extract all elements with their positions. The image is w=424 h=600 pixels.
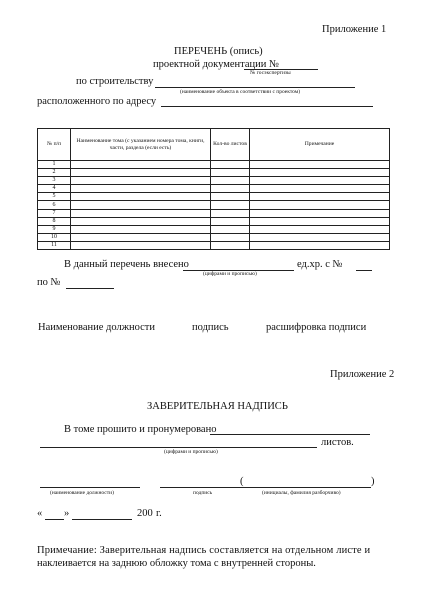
initials-line: [245, 487, 371, 488]
table-row: [38, 225, 390, 233]
row-number: 11: [38, 241, 71, 249]
date-year: 200: [137, 508, 153, 519]
entered-unit: ед.хр. с №: [297, 259, 343, 270]
sign-caption: подпись: [193, 490, 213, 496]
initials-caption: (инициалы, фамилия разборчиво): [262, 490, 341, 496]
table-header-row: [38, 129, 390, 161]
entered-text: В данный перечень внесено: [64, 259, 189, 270]
table-row: [38, 233, 390, 241]
table-row: [38, 217, 390, 225]
date-month-line: [72, 519, 132, 520]
stitched-line-1: [210, 434, 370, 435]
construction-line: [155, 87, 355, 88]
stitched-line-2: [40, 447, 317, 448]
construction-caption: (наименование объекта в соответствии с проектом): [180, 89, 301, 95]
position-line: [40, 487, 140, 488]
count-caption: (цифрами и прописью): [164, 449, 218, 455]
appendix1-label: Приложение 1: [322, 24, 387, 35]
header-num: № п/п: [38, 129, 71, 161]
header-qty: Кол-во листов: [211, 129, 250, 161]
sign-line: [160, 487, 248, 488]
address-line: [161, 106, 373, 107]
row-number: 2: [38, 169, 71, 177]
to-number-line: [66, 288, 114, 289]
initials-close-paren: ): [371, 476, 375, 487]
note-line-2: наклеивается на заднюю обложку тома с внутренней стороны.: [37, 558, 316, 569]
row-number: 3: [38, 177, 71, 185]
row-number: 9: [38, 225, 71, 233]
date-year-suffix: г.: [156, 508, 162, 519]
sheets-label: листов.: [321, 437, 354, 448]
date-day-line: [45, 519, 64, 520]
signature-position: Наименование должности: [38, 322, 155, 333]
entered-caption: (цифрами и прописью): [203, 271, 257, 277]
table-row: [38, 193, 390, 201]
appendix1-title: ПЕРЕЧЕНЬ (опись): [174, 46, 263, 57]
table-row: [38, 209, 390, 217]
row-number: 6: [38, 201, 71, 209]
appendix1-subtitle: проектной документации №: [153, 59, 280, 70]
table-row: [38, 185, 390, 193]
row-number: 7: [38, 209, 71, 217]
appendix2-title: ЗАВЕРИТЕЛЬНАЯ НАДПИСЬ: [147, 401, 288, 412]
table-row: [38, 161, 390, 169]
row-number: 4: [38, 185, 71, 193]
table-row: [38, 177, 390, 185]
row-number: 10: [38, 233, 71, 241]
to-label: по №: [37, 277, 61, 288]
construction-label: по строительству: [76, 76, 154, 87]
table-row: [38, 241, 390, 249]
header-name: Наименование тома (с указанием номера тома, книги, части, раздела (если есть): [71, 129, 211, 161]
signature-decoding: расшифровка подписи: [266, 322, 367, 333]
appendix2-label: Приложение 2: [330, 369, 395, 380]
note-line-1: Примечание: Заверительная надпись составляется на отдельном листе и: [37, 545, 371, 556]
date-open-quote: «: [37, 508, 43, 519]
table-row: [38, 201, 390, 209]
signature-sign: подпись: [192, 322, 229, 333]
entered-from-line: [356, 270, 372, 271]
position-caption: (наименование должности): [50, 490, 114, 496]
initials-open-paren: (: [240, 476, 244, 487]
stitched-text: В томе прошито и пронумеровано: [64, 424, 217, 435]
row-number: 1: [38, 161, 71, 169]
row-number: 5: [38, 193, 71, 201]
doc-number-caption: № госэкспертизы: [250, 70, 291, 76]
inventory-table: [37, 128, 390, 250]
header-note: Примечание: [250, 129, 390, 161]
row-number: 8: [38, 217, 71, 225]
date-close-quote: »: [64, 508, 70, 519]
address-label: расположенного по адресу: [37, 96, 157, 107]
table-row: [38, 169, 390, 177]
